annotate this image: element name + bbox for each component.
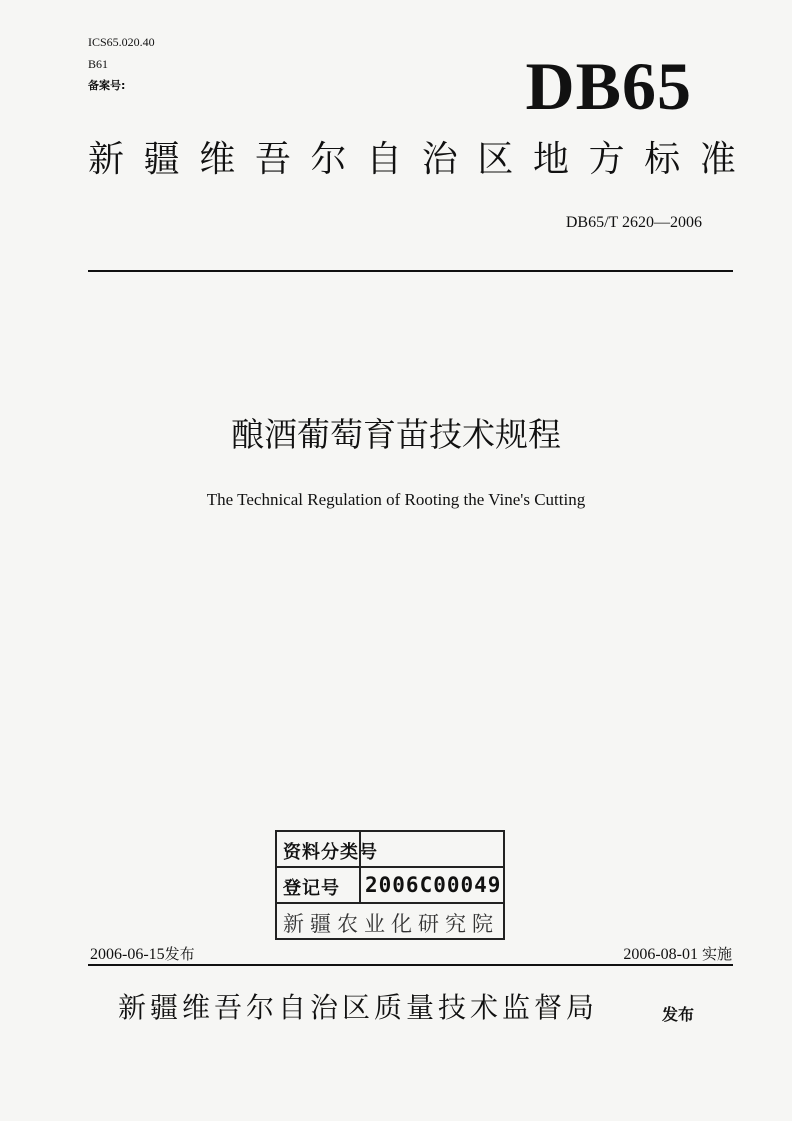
issue-date-value: 2006-06-15: [90, 946, 165, 963]
heading-char: 准: [699, 139, 736, 180]
stamp-registration-label: 登记号: [283, 878, 340, 899]
stamp-row-classification: [277, 832, 503, 868]
heading-char: 尔: [310, 139, 347, 180]
header-divider: [88, 270, 733, 272]
archive-stamp: [275, 830, 505, 940]
heading-char: 吾: [254, 139, 291, 180]
footer-divider: [88, 964, 733, 966]
heading-char: 区: [477, 139, 514, 180]
implement-suffix: 实施: [701, 945, 732, 963]
stamp-institute: 新疆农业化研究院: [283, 912, 499, 936]
standard-type-heading: [88, 139, 736, 180]
document-title-english: The Technical Regulation of Rooting the Vine's Cutting: [206, 490, 586, 509]
classification-code: B61: [88, 57, 109, 71]
heading-char: 自: [366, 139, 403, 180]
stamp-divider: [359, 868, 361, 904]
heading-char: 地: [533, 139, 570, 180]
issue-suffix: 发布: [164, 945, 195, 963]
stamp-row-institute: [277, 904, 503, 938]
heading-char: 维: [199, 139, 236, 180]
registration-number: 2006C00049: [365, 873, 502, 897]
record-number-label: 备案号:: [88, 79, 126, 92]
ics-code: ICS65.020.40: [88, 35, 155, 49]
publisher-name: 新疆维吾尔自治区质量技术监督局: [118, 991, 599, 1024]
implement-date-value: 2006-08-01: [623, 946, 698, 963]
standard-number: DB65/T 2620—2006: [565, 214, 702, 231]
implementation-date: [623, 943, 732, 964]
stamp-classification-label: 资料分类号: [283, 842, 378, 863]
heading-char: 治: [421, 139, 458, 180]
publisher-suffix: 发布: [662, 1005, 695, 1024]
stamp-divider: [359, 832, 361, 868]
heading-char: 新: [88, 139, 125, 180]
heading-char: 方: [588, 139, 625, 180]
stamp-row-registration: [277, 868, 503, 904]
standard-code: DB65: [525, 48, 692, 124]
heading-char: 标: [644, 139, 681, 180]
heading-char: 疆: [143, 139, 180, 180]
issue-date: [90, 943, 195, 964]
document-title: 酿酒葡萄育苗技术规程: [231, 415, 561, 454]
